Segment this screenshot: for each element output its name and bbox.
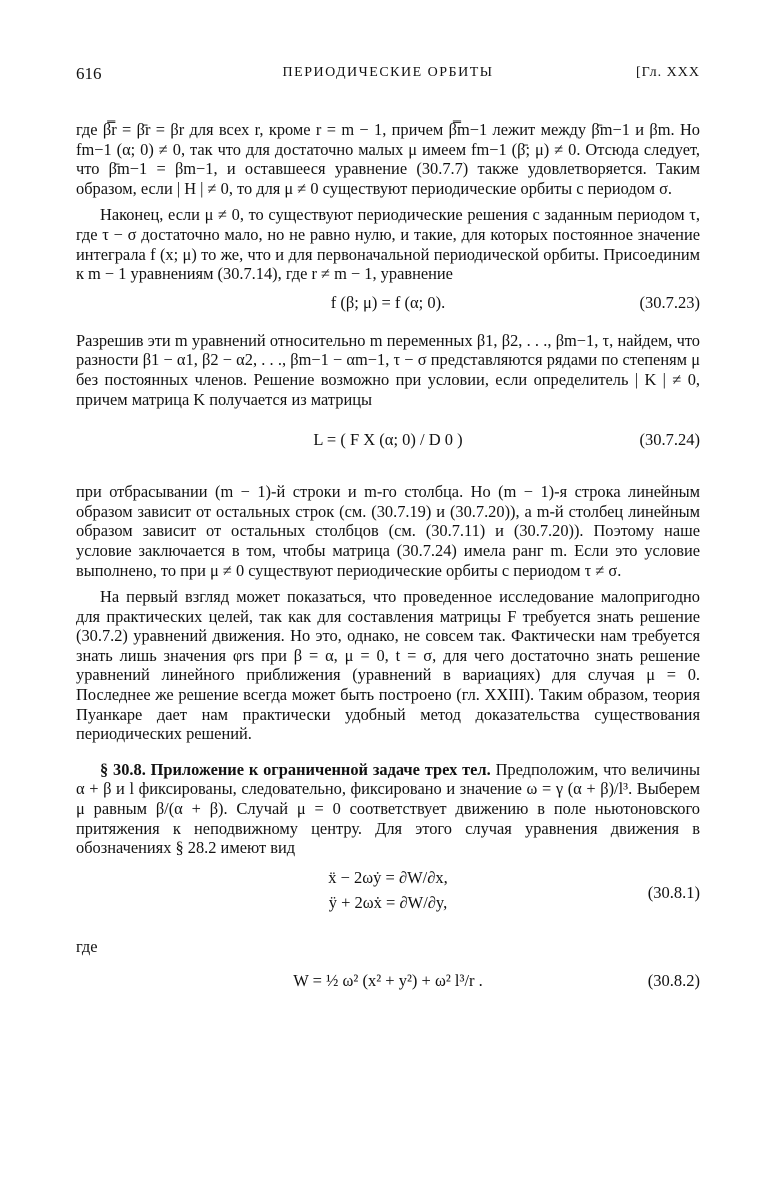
page-body [76, 120, 700, 1009]
chapter-label: [Гл. XXX [635, 65, 700, 80]
paragraph-2: Наконец, если μ ≠ 0, то существуют периодические решения с заданным периодом τ, где τ − σ достаточно мало, но не равно нулю, и такие, для которых постоянное значение интеграла f (x; μ) то же, что и для первоначальной периодической орбиты. Присоединим к m − 1 уравнениям (30.7.14), где r ≠ m − 1, уравнение [76, 205, 700, 284]
paragraph-3: Разрешив эти m уравнений относительно m переменных β1, β2, . . ., βm−1, τ, найдем, что разности β1 − α1, β2 − α2, . . ., βm−1 − αm−1, τ − σ представляются рядами по степеням μ без постоянных членов. Решение возможно при условии, если определитель | K | ≠ 0, причем матрица K получается из матрицы [76, 330, 700, 409]
equation-number: (30.8.2) [647, 971, 700, 991]
section-title: § 30.8. Приложение к ограниченной задаче трех тел. [100, 759, 491, 779]
equation-line-1: ẍ − 2ωẏ = ∂W/∂x, [328, 867, 448, 887]
matrix-formula: L = ( F X (α; 0) / D 0 ) [313, 430, 463, 450]
section-text: Предположим, что величины α + β и l фиксированы, следовательно, фиксировано и значение ω = γ (α + β)/l³. Выберем μ равным β/(α + β). Случай μ = 0 соответствует движению в поле ньютоновского притяжения к неподвижному центру. Для этого случая уравнения движения в обозначениях § 28.2 имеют вид [76, 759, 700, 858]
equation-number: (30.8.1) [647, 882, 700, 902]
equation-number: (30.7.24) [639, 430, 700, 450]
equation-system [76, 865, 700, 915]
equation-number: (30.7.23) [639, 292, 700, 312]
equation-formula: W = ½ ω² (x² + y²) + ω² l³/r . [293, 971, 483, 991]
equation-30-8-2 [76, 963, 700, 999]
page-header [76, 64, 700, 88]
paragraph-1: где β̿r = β̄r = βr для всех r, кроме r = m − 1, причем β̿m−1 лежит между β̄m−1 и βm. Но fm−1 (α; 0) ≠ 0, так что для достаточно малых μ имеем fm−1 (β̄; μ) ≠ 0. Отсюда следует, что β̄m−1 = βm−1, и оставшееся уравнение (30.7.7) также удовлетворяется. Таким образом, если | H | ≠ 0, то для μ ≠ 0 существуют периодические орбиты с периодом σ. [76, 120, 700, 198]
paragraph-4: при отбрасывании (m − 1)-й строки и m-го столбца. Но (m − 1)-я строка линейным образом зависит от остальных строк (см. (30.7.19) и (30.7.20)), а m-й столбец линейным образом зависит от остальных столбцов (см. (30.7.11) и (30.7.20)). Поэтому наше условие заключается в том, чтобы матрица (30.7.24) имела ранг m. Если это условие выполнено, то при μ ≠ 0 существуют периодические орбиты с периодом τ ≠ σ. [76, 482, 700, 580]
page-number: 616 [76, 64, 102, 83]
section-paragraph [76, 760, 700, 858]
equation-line-2: ÿ + 2ωẋ = ∂W/∂y, [328, 892, 448, 912]
equation-30-7-24 [76, 416, 700, 472]
equation-30-8-1 [76, 865, 700, 927]
paragraph-5: На первый взгляд может показаться, что проведенное исследование малопригодно для практических целей, так как для составления матрицы F требуется знать решение (30.7.2) уравнений движения. Но это, однако, не совсем так. Фактически нам требуется знать лишь значения φrs при β = α, μ = 0, t = σ, для чего достаточно знать решение уравнений линейного приближения (уравнений в вариациях) для случая μ = 0. Последнее же решение всегда может быть построено (гл. XXIII). Таким образом, теория Пуанкаре дает нам практически удобный метод доказательства существования периодических решений. [76, 587, 700, 744]
running-title: ПЕРИОДИЧЕСКИЕ ОРБИТЫ [282, 65, 494, 80]
equation-30-7-23 [76, 291, 700, 321]
equation-formula: f (β; μ) = f (α; 0). [330, 292, 446, 312]
paragraph-7: где [76, 936, 98, 956]
